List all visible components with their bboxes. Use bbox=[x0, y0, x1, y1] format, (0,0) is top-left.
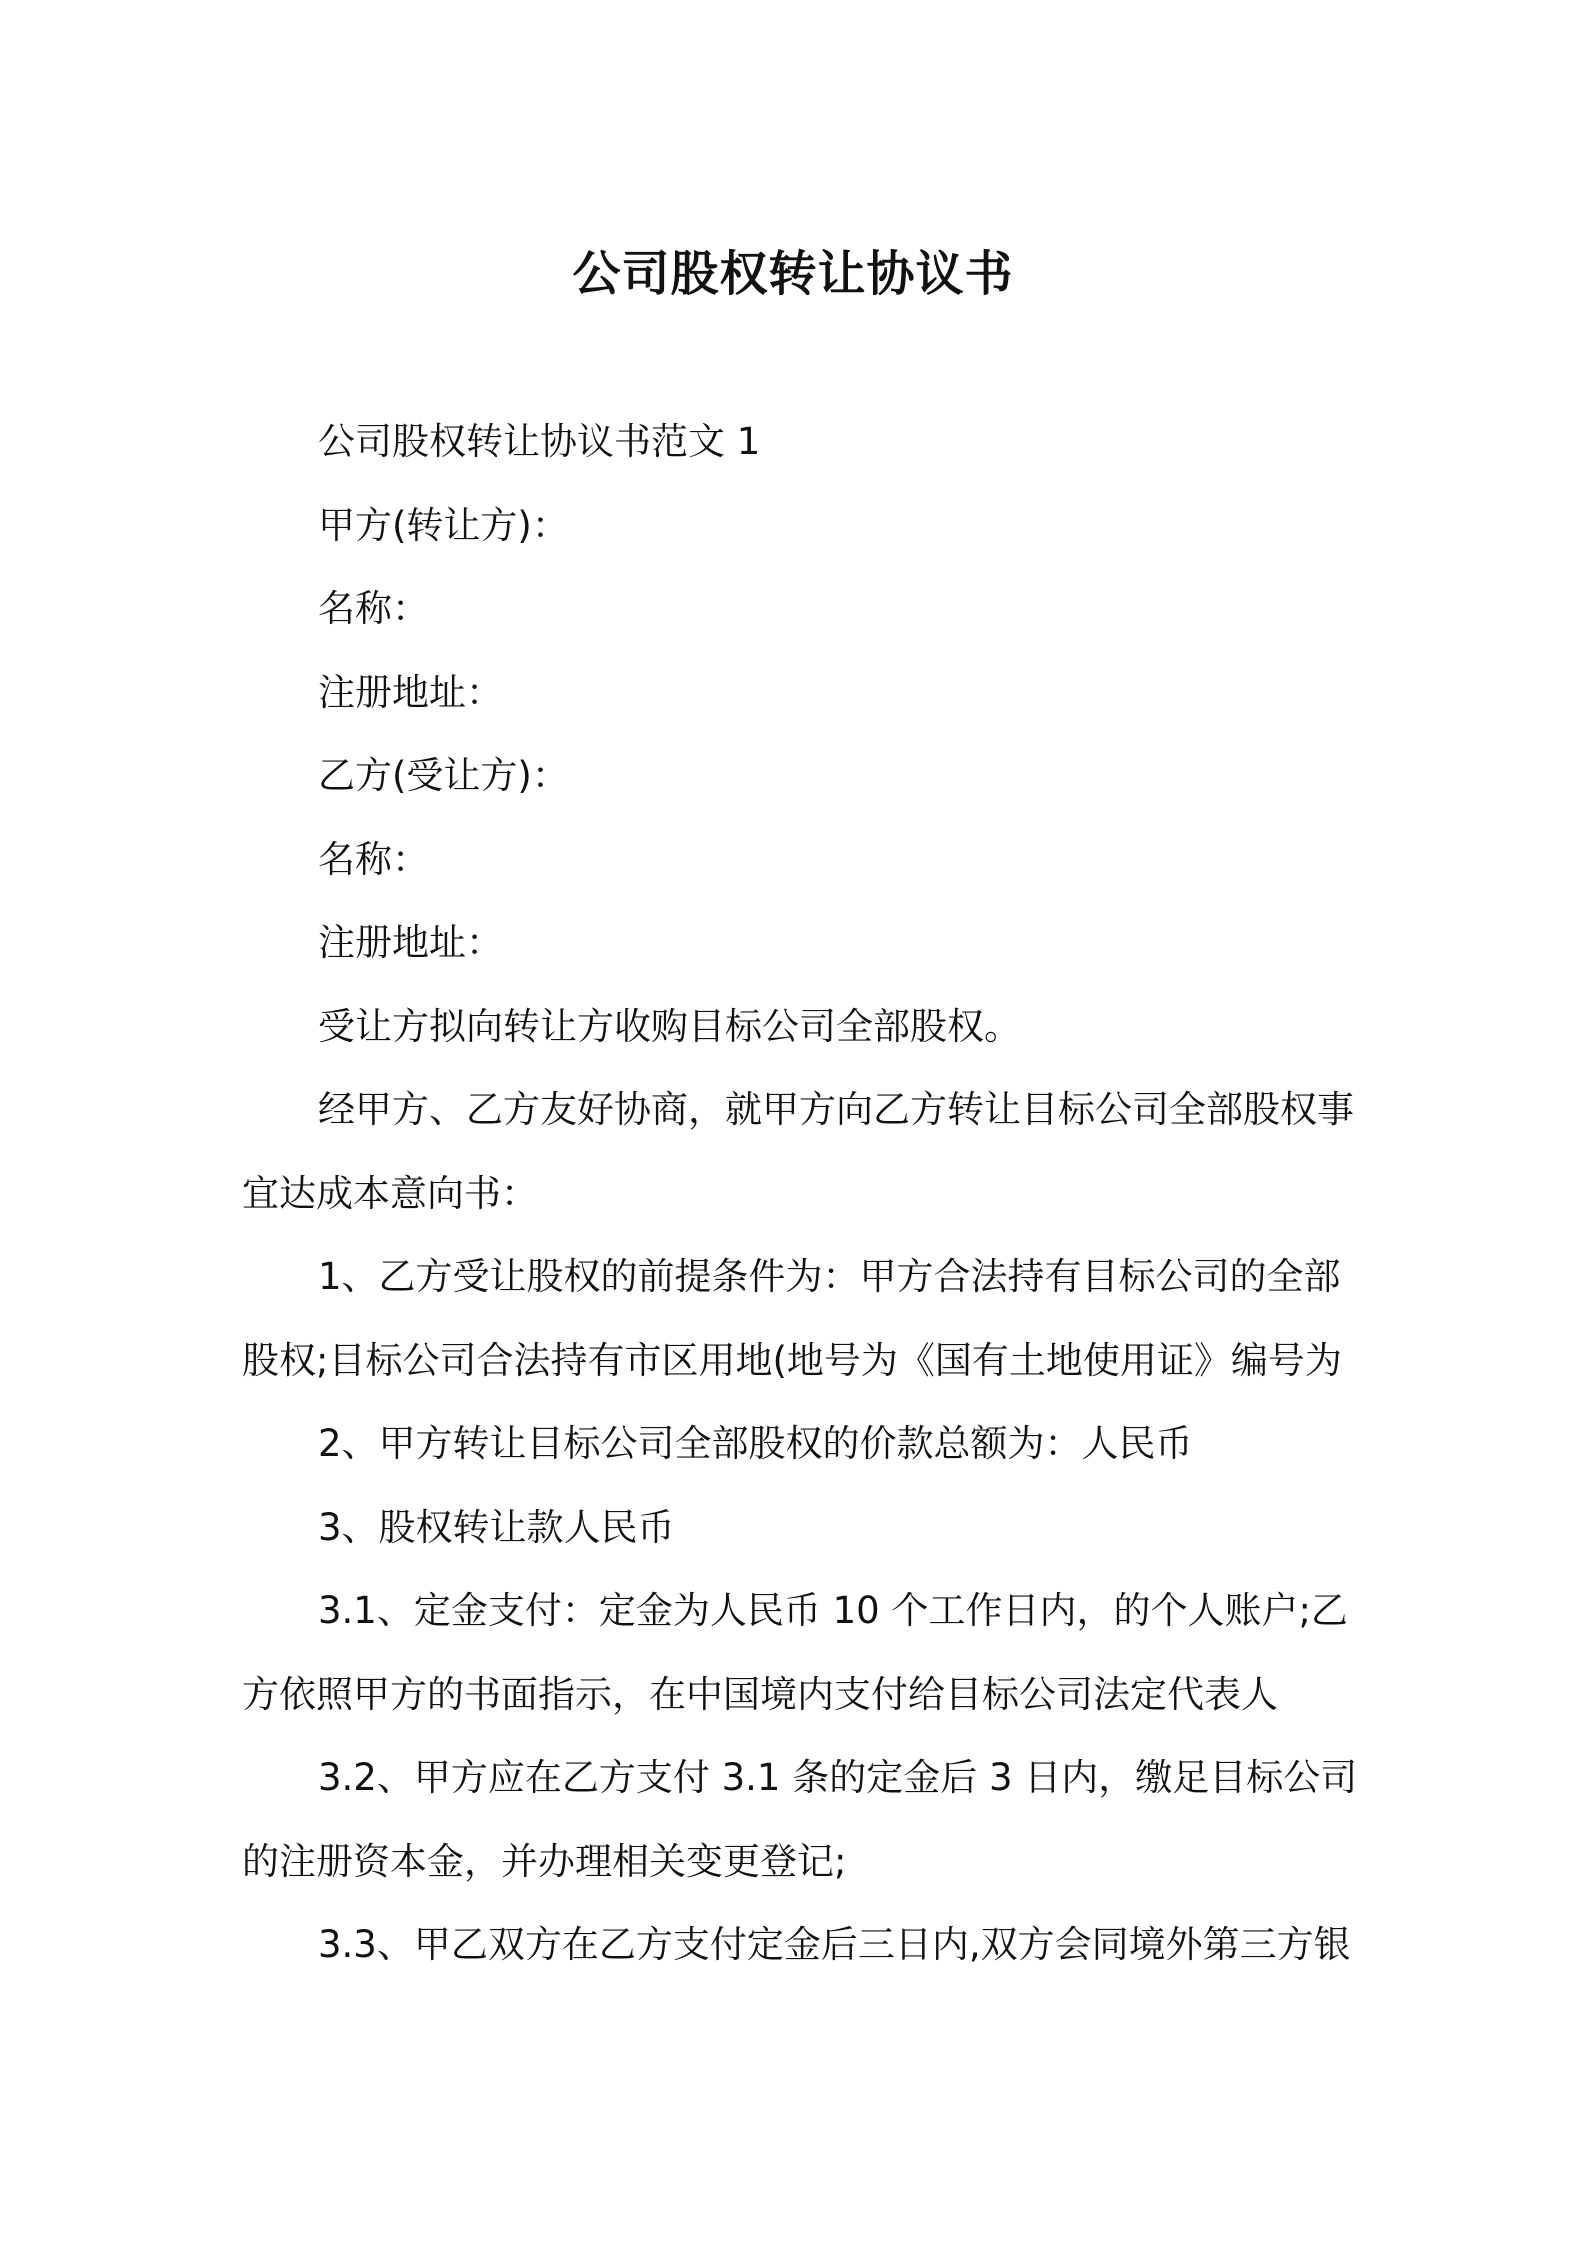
paragraph-clause-1: 1、乙方受让股权的前提条件为：甲方合法持有目标公司的全部 bbox=[318, 1255, 1341, 1298]
paragraph-clause-1-continued: 股权;目标公司合法持有市区用地(地号为《国有土地使用证》编号为 bbox=[242, 1338, 1342, 1382]
paragraph-intent: 受让方拟向转让方收购目标公司全部股权。 bbox=[318, 1004, 1021, 1048]
paragraph-clause-3-2-continued: 的注册资本金，并办理相关变更登记; bbox=[242, 1839, 847, 1883]
paragraph-clause-3-1: 3.1、定金支付：定金为人民币 10 个工作日内，的个人账户;乙 bbox=[318, 1589, 1348, 1632]
paragraph-clause-3-1-continued: 方依照甲方的书面指示，在中国境内支付给目标公司法定代表人 bbox=[242, 1672, 1278, 1716]
paragraph-party-b-address: 注册地址： bbox=[318, 921, 503, 964]
paragraph-clause-3-2: 3.2、甲方应在乙方支付 3.1 条的定金后 3 日内，缴足目标公司 bbox=[318, 1756, 1358, 1799]
document-body bbox=[242, 400, 1362, 1987]
paragraph-party-a-address: 注册地址： bbox=[318, 670, 503, 714]
paragraph-negotiation: 经甲方、乙方友好协商，就甲方向乙方转让目标公司全部股权事 bbox=[318, 1088, 1354, 1131]
paragraph-clause-3: 3、股权转让款人民币 bbox=[318, 1505, 675, 1549]
paragraph-party-a-name: 名称： bbox=[318, 587, 429, 630]
paragraph-negotiation-continued: 宜达成本意向书： bbox=[242, 1171, 538, 1215]
paragraph-clause-2: 2、甲方转让目标公司全部股权的价款总额为：人民币 bbox=[318, 1422, 1193, 1465]
paragraph-party-b: 乙方(受让方)： bbox=[318, 754, 569, 797]
paragraph-party-b-name: 名称： bbox=[318, 837, 429, 881]
paragraph-party-a: 甲方(转让方)： bbox=[318, 503, 569, 547]
paragraph-sample-heading: 公司股权转让协议书范文 1 bbox=[318, 420, 761, 463]
document-title: 公司股权转让协议书 bbox=[572, 246, 1014, 303]
paragraph-clause-3-3: 3.3、甲乙双方在乙方支付定金后三日内,双方会同境外第三方银 bbox=[318, 1923, 1351, 1966]
